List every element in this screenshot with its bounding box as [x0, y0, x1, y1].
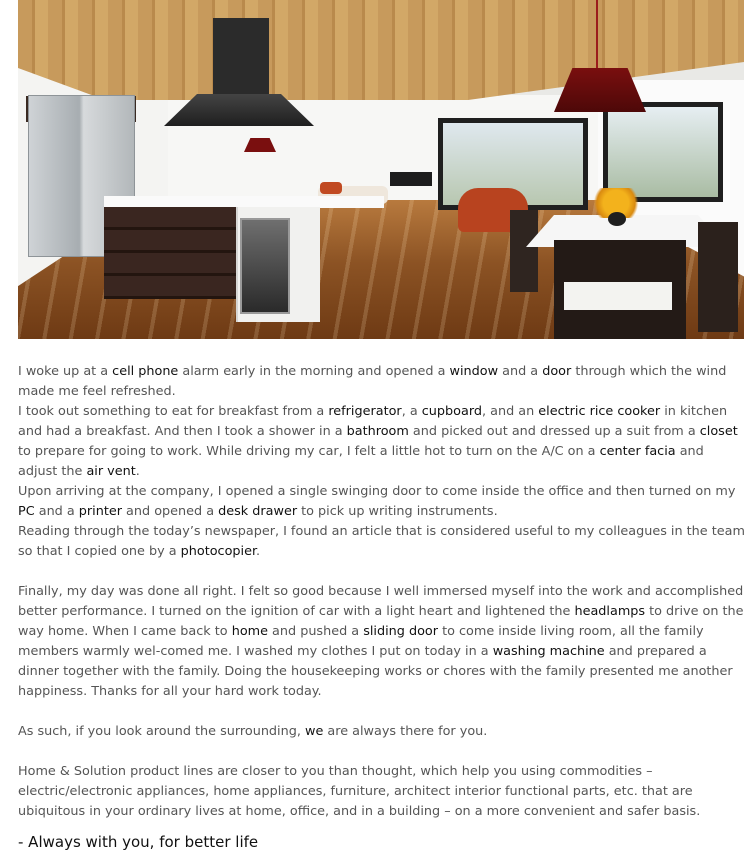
paragraph-text: through which the wind made me feel refreshed.	[18, 364, 727, 399]
keyword: printer	[78, 504, 122, 519]
paragraph-text: alarm early in the morning and opened a	[178, 364, 450, 379]
paragraph-text: and a	[498, 364, 543, 379]
keyword: cell phone	[112, 364, 179, 379]
keyword: door	[542, 364, 572, 379]
paragraph-text: , a	[401, 404, 422, 419]
paragraph-text: and picked out and dressed up a suit from a	[408, 424, 700, 439]
paragraph-text: .	[135, 464, 140, 479]
paragraph	[18, 402, 745, 482]
paragraph-text: to pick up writing instruments.	[297, 504, 498, 519]
paragraph-text: Finally, my day was done all right. I felt so good because I well immersed myself into the work and accomplished better performance. I turned on the ignition of car with a light heart and lightened the	[18, 584, 744, 619]
paragraph-text: and opened a	[121, 504, 219, 519]
keyword: sliding door	[363, 624, 438, 639]
keyword: electric rice cooker	[538, 404, 661, 419]
paragraph	[18, 482, 745, 522]
paragraph-text: Reading through the today’s newspaper, I found an article that is considered useful to my colleagues in the team so that I copied one by a	[18, 524, 745, 559]
paragraph	[18, 522, 745, 562]
keyword: headlamps	[574, 604, 646, 619]
paragraph	[18, 722, 745, 742]
paragraph-text: Upon arriving at the company, I opened a single swinging door to come inside the office and then turned on my	[18, 484, 736, 499]
paragraph-text: in kitchen and had a breakfast. And then I took a shower in a	[18, 404, 728, 439]
paragraph-spacer	[18, 562, 745, 582]
paragraph	[18, 762, 745, 822]
keyword: washing machine	[492, 644, 605, 659]
keyword: home	[231, 624, 268, 639]
keyword: window	[449, 364, 499, 379]
keyword: air vent	[86, 464, 136, 479]
article-body	[18, 362, 745, 853]
keyword: PC	[18, 504, 35, 519]
keyword: we	[304, 724, 324, 739]
paragraph-text: and adjust the	[18, 444, 704, 479]
paragraph-text: I took out something to eat for breakfast from a	[18, 404, 329, 419]
keyword: refrigerator	[328, 404, 402, 419]
paragraph-text: to drive on the way home. When I came back to	[18, 604, 744, 639]
paragraph-text: As such, if you look around the surrounding,	[18, 724, 305, 739]
paragraph-text: and prepared a dinner together with the family. Doing the housekeeping works or chores with the family presented me another happiness. Thanks for all your hard work today.	[18, 644, 733, 699]
paragraph	[18, 362, 745, 402]
keyword: closet	[699, 424, 738, 439]
keyword: bathroom	[346, 424, 409, 439]
keyword: desk drawer	[218, 504, 298, 519]
paragraph-list	[18, 362, 745, 822]
window-illustration	[603, 102, 723, 202]
paragraph-text: , and an	[481, 404, 539, 419]
keyword: photocopier	[180, 544, 257, 559]
kitchen-interior-photo	[18, 0, 744, 339]
paragraph-spacer	[18, 742, 745, 762]
signature-line: - Always with you, for better life	[18, 833, 259, 851]
paragraph-text: and a	[34, 504, 79, 519]
keyword: cupboard	[421, 404, 482, 419]
paragraph-text: and pushed a	[267, 624, 364, 639]
paragraph-text: I woke up at a	[18, 364, 113, 379]
paragraph-text: are always there for you.	[323, 724, 488, 739]
paragraph	[18, 582, 745, 702]
keyword: center facia	[599, 444, 676, 459]
paragraph-text: .	[256, 544, 261, 559]
kitchen-island-illustration	[104, 207, 236, 299]
paragraph-text: Home & Solution product lines are closer to you than thought, which help you using commodities – electric/electronic appliances, home appliances, furniture, architect interior functional parts, etc. that are ubiquitous in your ordinary lives at home, office, and in a building – on a more convenient and safer basis.	[18, 764, 701, 819]
paragraph-text: to prepare for going to work. While driving my car, I felt a little hot to turn on the A/C on a	[18, 444, 600, 459]
paragraph-text: to come inside living room, all the family members warmly wel-comed me. I washed my clothes I put on today in a	[18, 624, 704, 659]
paragraph-spacer	[18, 702, 745, 722]
